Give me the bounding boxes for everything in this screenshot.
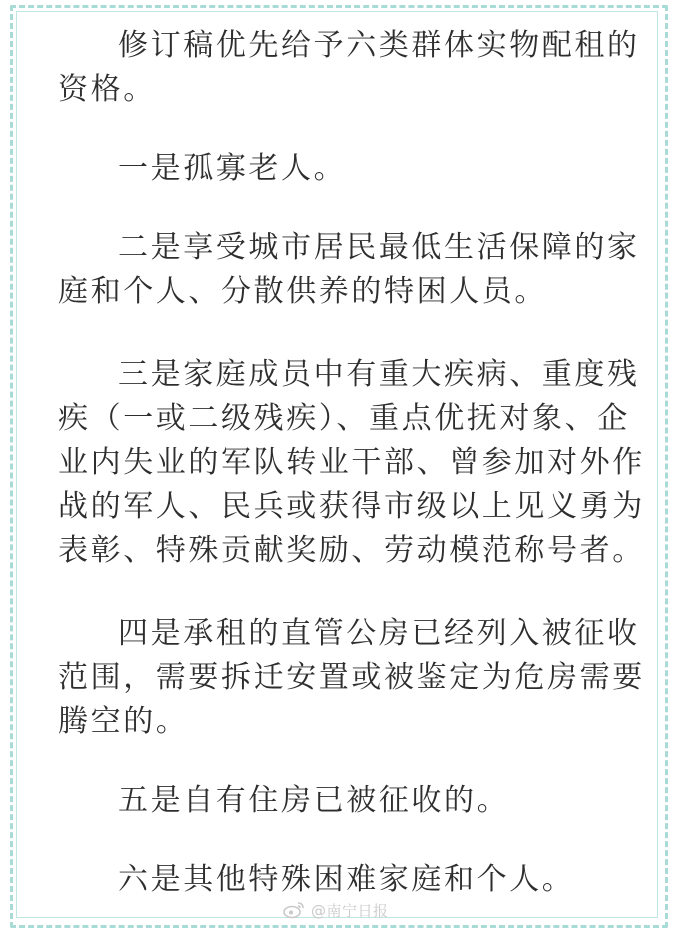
item-five-paragraph: 五是自有住房已被征收的。 <box>118 783 510 818</box>
item-two-paragraph: 二是享受城市居民最低生活保障的家庭和个人、分散供养的特困人员。 <box>58 230 640 309</box>
item-one-paragraph: 一是孤寡老人。 <box>118 151 347 186</box>
watermark-text: @南宁日报 <box>311 901 389 920</box>
weibo-watermark <box>283 898 389 922</box>
weibo-icon <box>283 901 305 919</box>
item-four-paragraph: 四是承租的直管公房已经列入被征收范围，需要拆迁安置或被鉴定为危房需要腾空的。 <box>58 616 645 739</box>
intro-paragraph: 修订稿优先给予六类群体实物配租的资格。 <box>58 28 640 107</box>
item-six-paragraph: 六是其他特殊困难家庭和个人。 <box>118 862 575 897</box>
document-body <box>58 24 648 902</box>
item-three-paragraph: 三是家庭成员中有重大疾病、重度残疾（一或二级残疾）、重点优抚对象、企业内失业的军队转业干部、曾参加对外作战的军人、民兵或获得市级以上见义勇为表彰、特殊贡献奖励、劳动模范称号者。 <box>58 357 645 568</box>
